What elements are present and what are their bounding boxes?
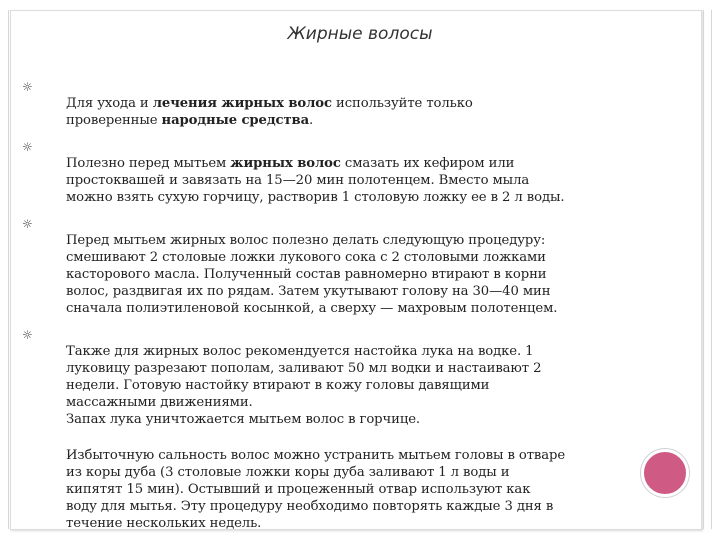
closing-paragraph: Избыточную сальность волос можно устранить мытьем головы в отваре из коры дуба (3 столовые ложки коры дуба заливают 1 л воды и кипятят 15 мин). Остывший и процеженный отвар используют как воду для мытья. Эту процедуру необходимо повторять каждые 3 дня в течение нескольких недель. <box>66 448 566 531</box>
bullet-item <box>22 138 622 206</box>
item-text-bold: жирных волос <box>230 156 341 171</box>
item-text-bold: лечения жирных волос <box>152 96 332 111</box>
decorative-circle <box>641 449 689 497</box>
sun-icon: ☼ <box>22 80 33 94</box>
slide-title: Жирные волосы <box>287 24 433 44</box>
right-rule-outer <box>703 10 704 529</box>
bullet-item <box>22 215 622 317</box>
item-text: смазать их кефиром или простоквашей и завязать на 15—20 мин полотенцем. Вместо мыла можно взять сухую горчицу, растворив 1 столовую ложку ее в 2 л воды. <box>66 156 565 205</box>
item-text: Для ухода и <box>66 96 153 111</box>
item-text: используйте только проверенные <box>66 96 473 128</box>
bullet-item <box>22 78 622 129</box>
item-text-bold: народные средства <box>161 113 310 128</box>
sun-icon: ☼ <box>22 328 33 342</box>
slide-content <box>22 78 622 532</box>
item-text: Перед мытьем жирных волос полезно делать следующую процедуру: смешивают 2 столовые ложки лукового сока с 2 столовыми ложками касторового масла. Полученный состав равномерно втирают в корни волос, раздвигая их по рядам. Затем укутывают голову на 30—40 мин сначала полиэтиленовой косынкой, а сверху — махровым полотенцем. <box>66 233 558 316</box>
item-text: Также для жирных волос рекомендуется настойка лука на водке. 1 луковицу разрезают пополам, заливают 50 мл водки и настаивают 2 недели. Готовую настойку втирают в кожу головы давящими массажными движениями. Запах лука уничтожается мытьем волос в горчице. <box>66 344 542 427</box>
right-rule-inner <box>711 10 712 529</box>
item-text: . <box>309 113 314 128</box>
bullet-item <box>22 326 622 428</box>
item-text: Полезно перед мытьем <box>66 156 231 171</box>
sun-icon: ☼ <box>22 217 33 231</box>
sun-icon: ☼ <box>22 140 33 154</box>
left-rule-outer <box>8 10 9 529</box>
